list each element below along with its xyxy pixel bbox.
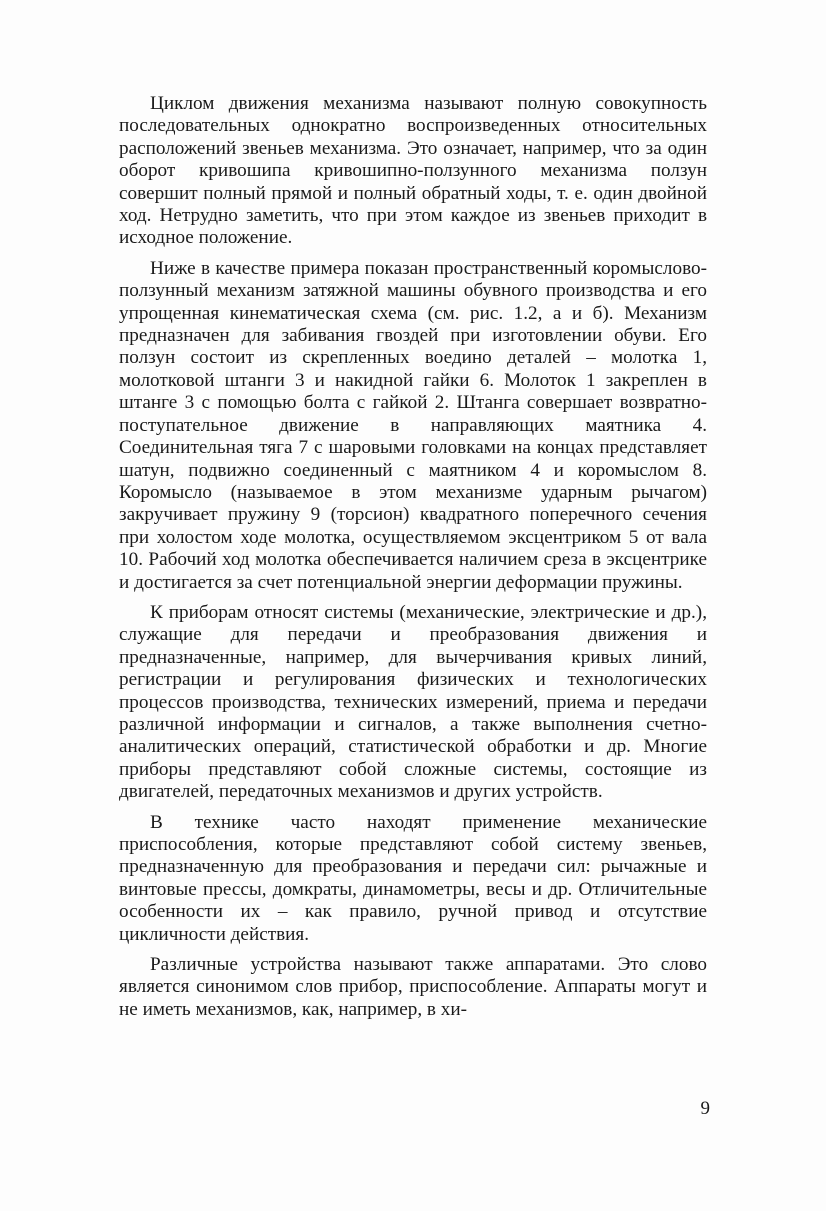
paragraph-fixtures: В технике часто находят применение механические приспособления, которые представляют собой систему звеньев, предназначенную для преобразования и передачи сил: рычажные и винтовые прессы, домкраты, динамометры, весы и др. Отличительные особенности их – как правило, ручной привод и отсутствие цикличности действия. <box>119 811 707 945</box>
body-text <box>119 93 707 1021</box>
paragraph-mechanism-example: Ниже в качестве примера показан пространственный коромыслово-ползунный механизм затяжной машины обувного производства и его упрощенная кинематическая схема (см. рис. 1.2, а и б). Механизм предназначен для забивания гвоздей при изготовлении обуви. Его ползун состоит из скрепленных воедино деталей – молотка 1, молотковой штанги 3 и накидной гайки 6. Молоток 1 закреплен в штанге 3 с помощью болта с гайкой 2. Штанга совершает возвратно-поступательное движение в направляющих маятника 4. Соединительная тяга 7 с шаровыми головками на концах представляет шатун, подвижно соединенный с маятником 4 и коромыслом 8. Коромысло (называемое в этом механизме ударным рычагом) закручивает пружину 9 (торсион) квадратного поперечного сечения при холостом ходе молотка, осуществляемом эксцентриком 5 от вала 10. Рабочий ход молотка обеспечивается наличием среза в эксцентрике и достигается за счет потенциальной энергии деформации пружины. <box>119 257 707 593</box>
paragraph-apparatus: Различные устройства называют также аппаратами. Это слово является синонимом слов прибор, приспособление. Аппараты могут и не иметь механизмов, как, например, в хи- <box>119 954 707 1020</box>
page-number: 9 <box>700 1098 710 1119</box>
paragraph-instruments: К приборам относят системы (механические, электрические и др.), служащие для передачи и преобразования движения и предназначенные, например, для вычерчивания кривых линий, регистрации и регулирования физических и технологических процессов производства, технических измерений, приема и передачи различной информации и сигналов, а также выполнения счетно-аналитических операций, статистической обработки и др. Многие приборы представляют собой сложные системы, состоящие из двигателей, передаточных механизмов и других устройств. <box>119 601 707 803</box>
paragraph-motion-cycle: Циклом движения механизма называют полную совокупность последовательных однократно воспроизведенных относительных расположений звеньев механизма. Это означает, например, что за один оборот кривошипа кривошипно-ползунного механизма ползун совершит полный прямой и полный обратный ходы, т. е. один двойной ход. Нетрудно заметить, что при этом каждое из звеньев приходит в исходное положение. <box>119 93 707 249</box>
